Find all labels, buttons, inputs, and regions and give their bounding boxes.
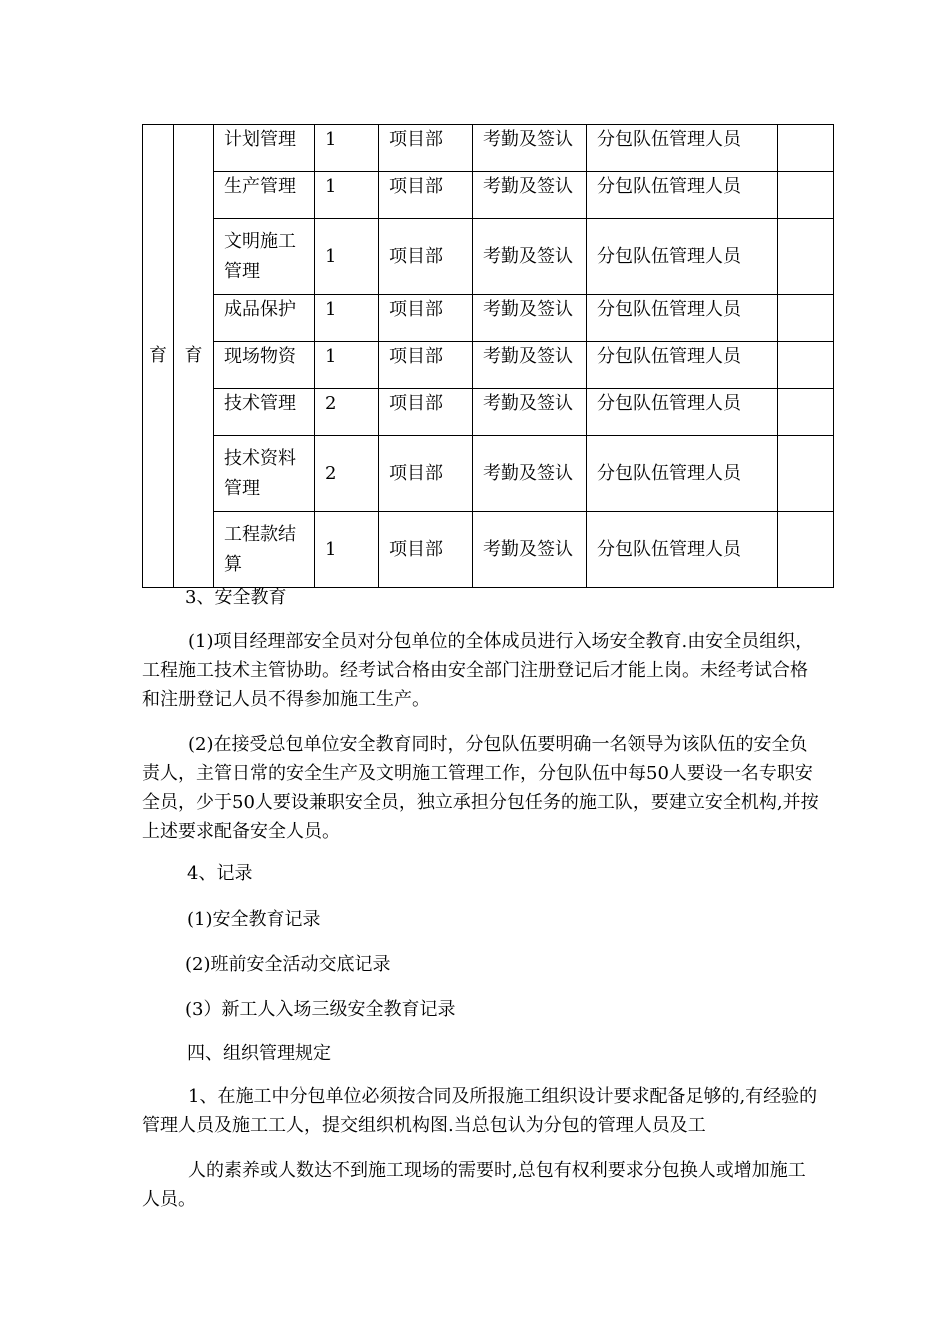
table-row xyxy=(143,295,834,342)
target-cell: 分包队伍管理人员 xyxy=(587,342,778,389)
method-cell: 考勤及签认 xyxy=(473,172,587,219)
count-cell: 1 xyxy=(315,342,379,389)
method-cell: 考勤及签认 xyxy=(473,219,587,295)
dept-cell: 项目部 xyxy=(379,436,473,512)
education-table xyxy=(142,124,834,588)
target-cell: 分包队伍管理人员 xyxy=(587,389,778,436)
record-heading: 4、记录 xyxy=(187,863,253,884)
target-cell: 分包队伍管理人员 xyxy=(587,172,778,219)
table-row xyxy=(143,219,834,295)
note-cell xyxy=(778,389,834,436)
target-cell: 分包队伍管理人员 xyxy=(587,512,778,588)
table-row xyxy=(143,436,834,512)
method-cell: 考勤及签认 xyxy=(473,342,587,389)
method-cell: 考勤及签认 xyxy=(473,295,587,342)
dept-cell: 项目部 xyxy=(379,172,473,219)
target-cell: 分包队伍管理人员 xyxy=(587,125,778,172)
table-row xyxy=(143,512,834,588)
table-row xyxy=(143,389,834,436)
note-cell xyxy=(778,125,834,172)
target-cell: 分包队伍管理人员 xyxy=(587,436,778,512)
note-cell xyxy=(778,436,834,512)
method-cell: 考勤及签认 xyxy=(473,389,587,436)
category-cell-1: 育 xyxy=(143,125,174,588)
safety-paragraph-1: (1)项目经理部安全员对分包单位的全体成员进行入场安全教育.由安全员组织，工程施工技术主管协助。经考试合格由安全部门注册登记后才能上岗。未经考试合格和注册登记人员不得参加施工生产。 xyxy=(142,631,814,710)
note-cell xyxy=(778,172,834,219)
count-cell: 1 xyxy=(315,512,379,588)
method-cell: 考勤及签认 xyxy=(473,125,587,172)
table-row xyxy=(143,125,834,172)
item-cell: 计划管理 xyxy=(214,125,315,172)
note-cell xyxy=(778,219,834,295)
method-cell: 考勤及签认 xyxy=(473,436,587,512)
count-cell: 2 xyxy=(315,436,379,512)
table-row xyxy=(143,172,834,219)
record-item-3: (3）新工人入场三级安全教育记录 xyxy=(185,999,456,1020)
safety-heading: 3、安全教育 xyxy=(185,587,287,608)
item-cell: 现场物资 xyxy=(214,342,315,389)
safety-paragraph-2: (2)在接受总包单位安全教育同时，分包队伍要明确一名领导为该队伍的安全负责人，主管日常的安全生产及文明施工管理工作，分包队伍中每50人要设一名专职安全员，少于50人要设兼职安全员，独立承担分包任务的施工队，要建立安全机构,并按上述要求配备安全人员。 xyxy=(142,734,819,842)
method-cell: 考勤及签认 xyxy=(473,512,587,588)
dept-cell: 项目部 xyxy=(379,219,473,295)
count-cell: 1 xyxy=(315,219,379,295)
org-paragraph-1: 1、在施工中分包单位必须按合同及所报施工组织设计要求配备足够的,有经验的管理人员及施工工人，提交组织机构图.当总包认为分包的管理人员及工 xyxy=(142,1086,818,1136)
dept-cell: 项目部 xyxy=(379,342,473,389)
note-cell xyxy=(778,295,834,342)
dept-cell: 项目部 xyxy=(379,512,473,588)
record-item-2: (2)班前安全活动交底记录 xyxy=(185,954,391,975)
org-heading: 四、组织管理规定 xyxy=(187,1043,331,1064)
note-cell xyxy=(778,342,834,389)
count-cell: 1 xyxy=(315,172,379,219)
item-cell: 技术资料管理 xyxy=(214,436,315,512)
table-row xyxy=(143,342,834,389)
item-cell: 生产管理 xyxy=(214,172,315,219)
count-cell: 1 xyxy=(315,125,379,172)
item-cell: 工程款结算 xyxy=(214,512,315,588)
org-paragraph-2: 人的素养或人数达不到施工现场的需要时,总包有权利要求分包换人或增加施工人员。 xyxy=(142,1160,806,1210)
target-cell: 分包队伍管理人员 xyxy=(587,219,778,295)
item-cell: 成品保护 xyxy=(214,295,315,342)
count-cell: 2 xyxy=(315,389,379,436)
record-item-1: (1)安全教育记录 xyxy=(187,909,321,930)
target-cell: 分包队伍管理人员 xyxy=(587,295,778,342)
item-cell: 文明施工管理 xyxy=(214,219,315,295)
dept-cell: 项目部 xyxy=(379,125,473,172)
category-cell-2: 育 xyxy=(174,125,214,588)
note-cell xyxy=(778,512,834,588)
dept-cell: 项目部 xyxy=(379,295,473,342)
item-cell: 技术管理 xyxy=(214,389,315,436)
count-cell: 1 xyxy=(315,295,379,342)
dept-cell: 项目部 xyxy=(379,389,473,436)
